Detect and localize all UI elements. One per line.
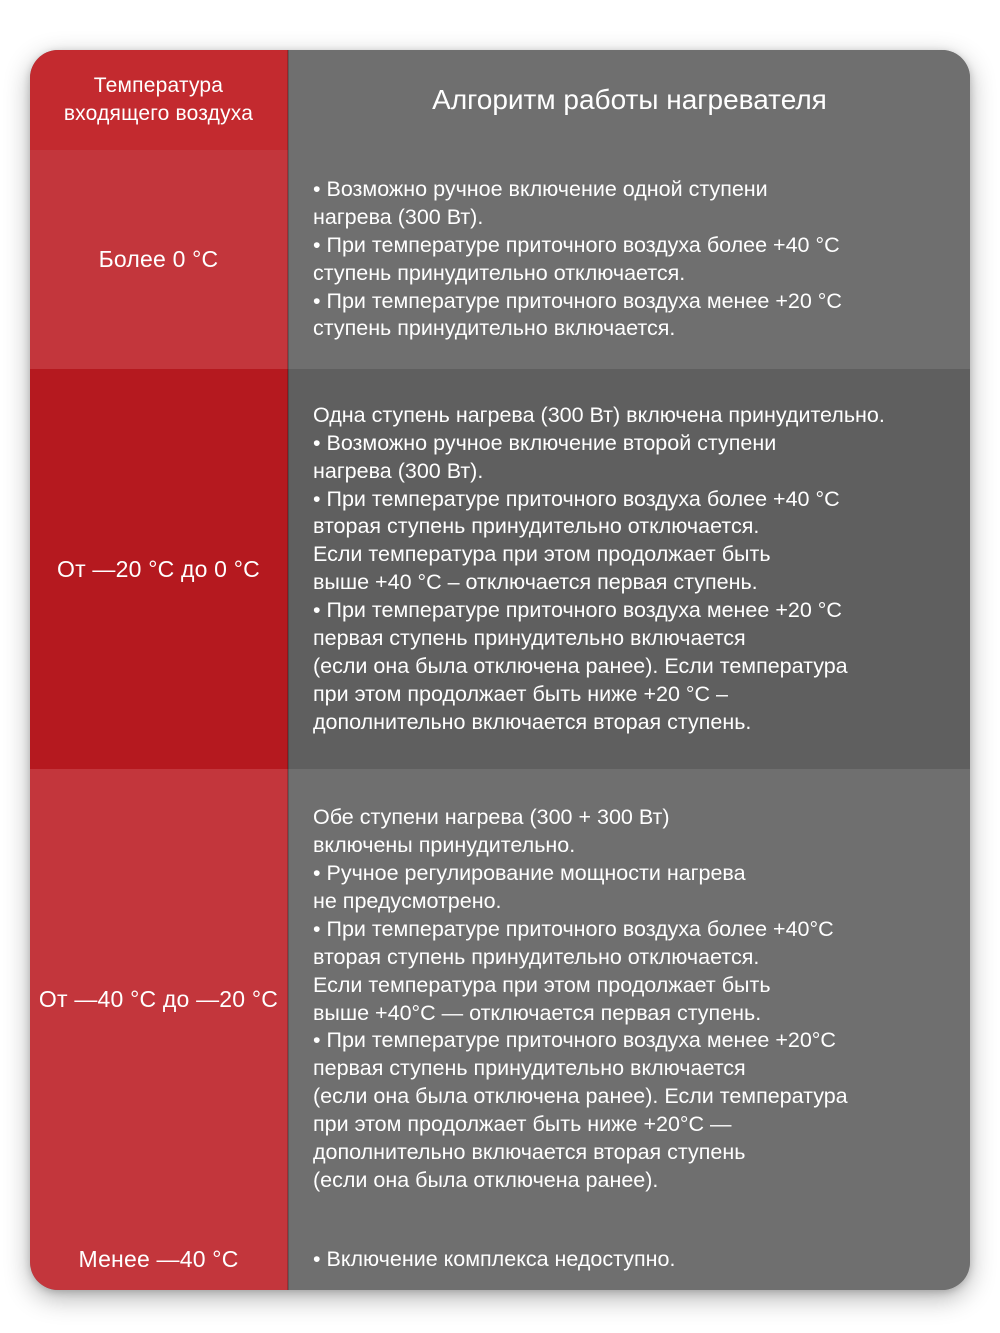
algorithm-line: первая ступень принудительно включается (313, 1056, 746, 1081)
algorithm-line: ступень принудительно включается. (313, 316, 676, 341)
table-row (30, 369, 970, 769)
algorithm-line: нагрева (300 Вт). (313, 204, 484, 229)
algorithm-line: ступень принудительно отключается. (313, 260, 686, 285)
algorithm-line: при этом продолжает быть ниже +20°C — (313, 1112, 732, 1137)
algorithm-line: дополнительно включается вторая ступень (313, 1140, 746, 1165)
algorithm-line: • Возможно ручное включение одной ступени (313, 176, 768, 201)
header-temperature-line2: входящего воздуха (63, 101, 254, 125)
algorithm-line: Одна ступень нагрева (300 Вт) включена принудительно. (313, 402, 885, 427)
algorithm-line: выше +40 °C – отключается первая ступень. (313, 570, 758, 595)
algorithm-line: выше +40°C — отключается первая ступень. (313, 1000, 762, 1025)
algorithm-line: при этом продолжает быть ниже +20 °C – (313, 682, 728, 707)
table (30, 50, 970, 1290)
algorithm-line: нагрева (300 Вт). (313, 458, 484, 483)
algorithm-line: • При температуре приточного воздуха менее +20 °C (313, 598, 842, 623)
algorithm-line: • Включение комплекса недоступно. (313, 1246, 676, 1271)
algorithm-line: • Возможно ручное включение второй ступени (313, 430, 777, 455)
algorithm-line: Если температура при этом продолжает быть (313, 972, 771, 997)
algorithm-line: первая ступень принудительно включается (313, 626, 746, 651)
table-row (30, 150, 970, 369)
algorithm-line: дополнительно включается вторая ступень. (313, 710, 752, 735)
row-temperature-0: Более 0 °C (30, 150, 288, 369)
algorithm-line: • При температуре приточного воздуха более +40°C (313, 916, 834, 941)
algorithm-line: • Ручное регулирование мощности нагрева (313, 860, 746, 885)
algorithm-line: вторая ступень принудительно отключается. (313, 514, 760, 539)
row-temperature-3: Менее —40 °C (30, 1230, 288, 1290)
algorithm-line: включены принудительно. (313, 832, 576, 857)
row-temperature-2: От —40 °C до —20 °C (30, 769, 288, 1229)
row-algorithm-1 (288, 369, 970, 769)
algorithm-line: • При температуре приточного воздуха более +40 °C (313, 486, 840, 511)
table-row (30, 1230, 970, 1290)
algorithm-line: • При температуре приточного воздуха более +40 °C (313, 232, 840, 257)
header-algorithm-column: Алгоритм работы нагревателя (288, 50, 970, 150)
header-temperature-column (30, 50, 288, 150)
table-row (30, 769, 970, 1229)
algorithm-line: вторая ступень принудительно отключается. (313, 944, 760, 969)
algorithm-line: не предусмотрено. (313, 888, 502, 913)
algorithm-line: • При температуре приточного воздуха менее +20 °C (313, 288, 842, 313)
row-algorithm-0 (288, 150, 970, 369)
algorithm-line: Обе ступени нагрева (300 + 300 Вт) (313, 804, 670, 829)
algorithm-line: • При температуре приточного воздуха менее +20°C (313, 1028, 836, 1053)
header-temperature-line1: Температура (93, 73, 224, 97)
table-header-row (30, 50, 970, 150)
algorithm-line: (если она была отключена ранее). Если температура (313, 654, 848, 679)
algorithm-line: Если температура при этом продолжает быть (313, 542, 771, 567)
algorithm-line: (если она была отключена ранее). Если температура (313, 1084, 848, 1109)
row-temperature-1: От —20 °C до 0 °C (30, 369, 288, 769)
row-algorithm-2 (288, 769, 970, 1229)
algorithm-line: (если она была отключена ранее). (313, 1168, 659, 1193)
heater-algorithm-table (30, 50, 970, 1290)
row-algorithm-3 (288, 1230, 970, 1290)
